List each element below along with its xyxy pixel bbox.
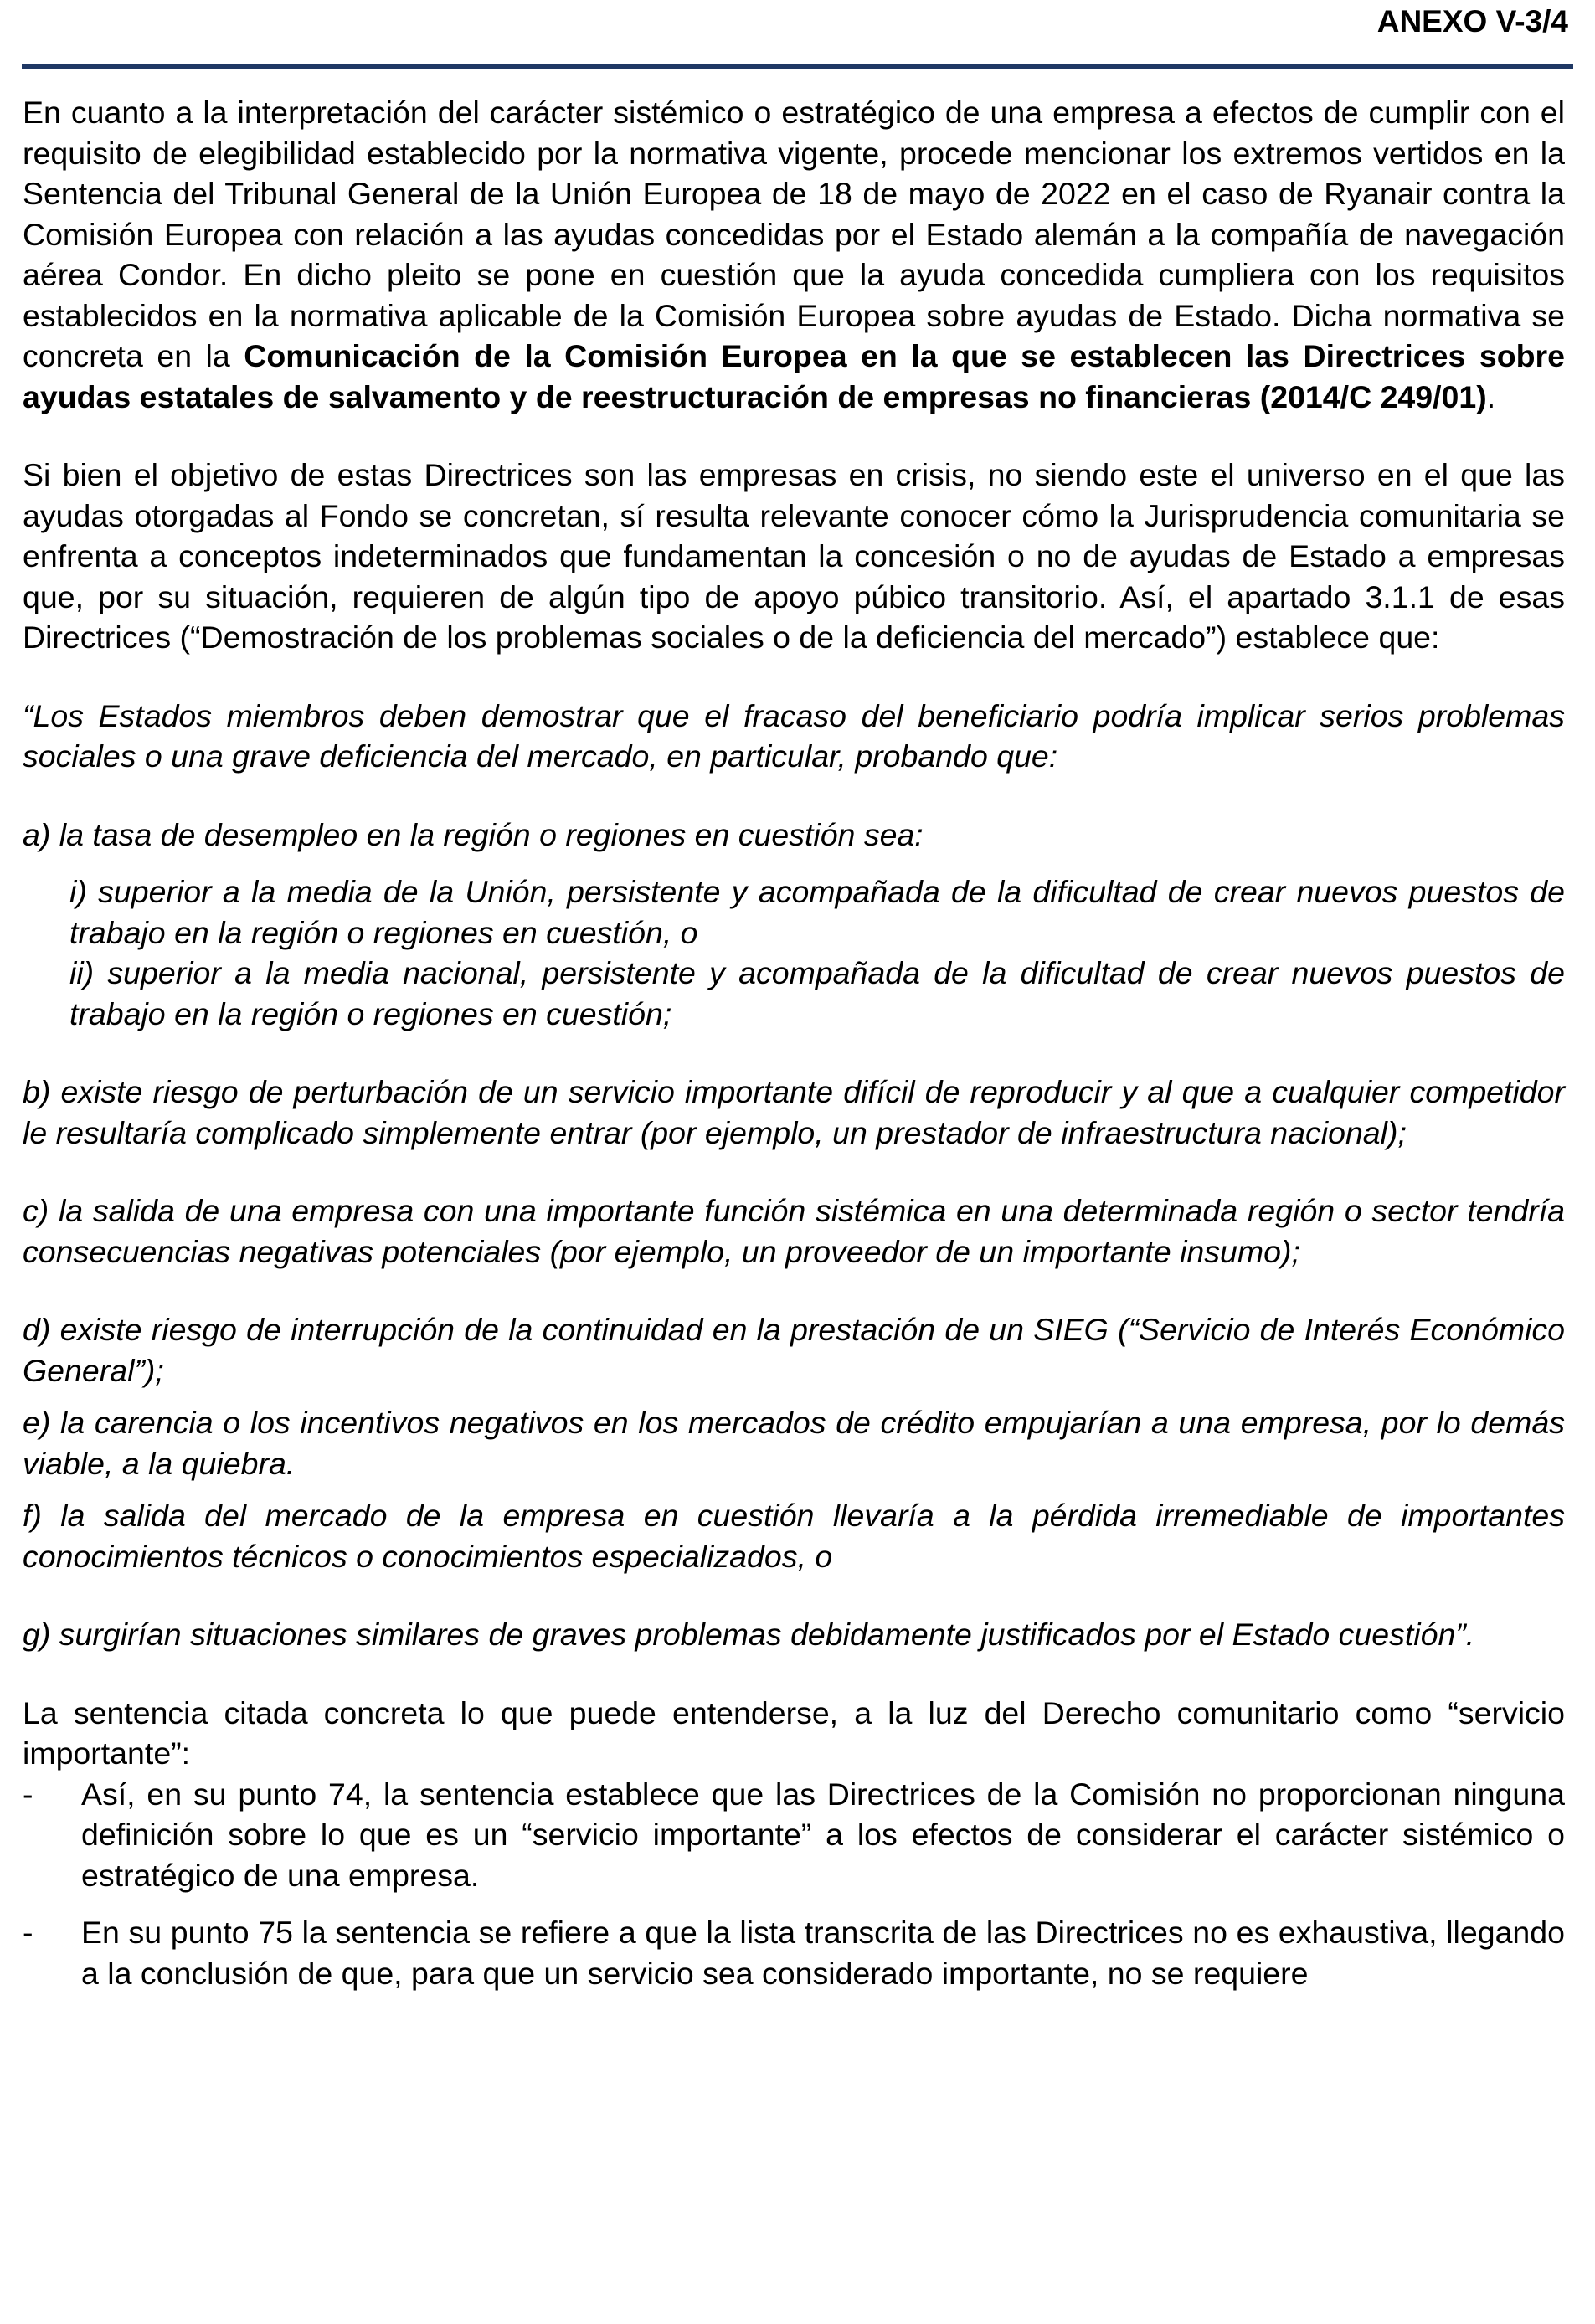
bullet-dash: - — [23, 1776, 33, 1812]
bullet-dash: - — [23, 1915, 33, 1950]
quote-item-a-i: i) superior a la media de la Unión, persistente y acompañada de la dificultad de crear nuevos puestos de trabajo en la región o regiones en cuestión, o — [69, 874, 1565, 950]
bullet-item — [23, 1774, 1565, 1896]
quote-intro: “Los Estados miembros deben demostrar que el fracaso del beneficiario podría implicar serios problemas sociales o una grave deficiencia del mercado, en particular, probando que: — [23, 697, 1565, 774]
paragraph-intro-end: . — [1486, 378, 1496, 414]
quote-item-e: e) la carencia o los incentivos negativos en los mercados de crédito empujarían a una empresa, por lo demás viable, a la quiebra. — [23, 1405, 1565, 1481]
quote-item-f: f) la salida del mercado de la empresa en cuestión llevaría a la pérdida irremediable de importantes conocimientos técnicos o conocimientos especializados, o — [23, 1498, 1565, 1574]
document-body — [23, 92, 1565, 1993]
paragraph-intro-bold: Comunicación de la Comisión Europea en la que se establecen las Directrices sobre ayudas estatales de salvamento y de reestructuración de empresas no financieras (2014/C 249/01) — [23, 338, 1565, 414]
bullet-text: Así, en su punto 74, la sentencia establece que las Directrices de la Comisión no proporcionan ninguna definición sobre lo que es un “servicio importante” a los efectos de considerar el carácter sistémico o estratégico de una empresa. — [81, 1776, 1565, 1893]
page-header-label: ANEXO V-3/4 — [1376, 4, 1568, 39]
quote-item-a-ii: ii) superior a la media nacional, persistente y acompañada de la dificultad de crear nuevos puestos de trabajo en la región o regiones en cuestión; — [69, 955, 1565, 1031]
bullet-list — [23, 1774, 1565, 1994]
header-rule — [22, 64, 1573, 69]
paragraph-intro — [23, 92, 1565, 417]
bullet-item — [23, 1912, 1565, 1993]
quoted-text — [23, 696, 1565, 1655]
paragraph-sentencia: La sentencia citada concreta lo que puede entenderse, a la luz del Derecho comunitario como “servicio importante”: — [23, 1694, 1565, 1771]
paragraph-intro-text: En cuanto a la interpretación del carácter sistémico o estratégico de una empresa a efectos de cumplir con el requisito de elegibilidad establecido por la normativa vigente, procede mencionar los extremos vertidos en la Sentencia del Tribunal General de la Unión Europea de 18 de mayo de 2022 en el caso de Ryanair contra la Comisión Europea con relación a las ayudas concedidas por el Estado alemán a la compañía de navegación aérea Condor. En dicho pleito se pone en cuestión que la ayuda concedida cumpliera con los requisitos establecidos en la normativa aplicable de la Comisión Europea sobre ayudas de Estado. Dicha normativa se concreta en la — [23, 95, 1565, 373]
quote-item-b: b) existe riesgo de perturbación de un servicio importante difícil de reproducir y al que a cualquier competidor le resultaría complicado simplemente entrar (por ejemplo, un prestador de infraestructura nacional); — [23, 1074, 1565, 1150]
bullet-text: En su punto 75 la sentencia se refiere a que la lista transcrita de las Directrices no es exhaustiva, llegando a la conclusión de que, para que un servicio sea considerado importante, no se requiere — [81, 1915, 1565, 1991]
quote-item-g: g) surgirían situaciones similares de graves problemas debidamente justificados por el Estado cuestión”. — [23, 1617, 1475, 1652]
quote-item-d: d) existe riesgo de interrupción de la continuidad en la prestación de un SIEG (“Servicio de Interés Económico General”); — [23, 1312, 1565, 1388]
quote-item-c: c) la salida de una empresa con una importante función sistémica en una determinada región o sector tendría consecuencias negativas potenciales (por ejemplo, un proveedor de un importante insumo); — [23, 1193, 1565, 1269]
quote-item-a: a) la tasa de desempleo en la región o regiones en cuestión sea: — [23, 816, 924, 852]
paragraph-directrices: Si bien el objetivo de estas Directrices son las empresas en crisis, no siendo este el universo en el que las ayudas otorgadas al Fondo se concretan, sí resulta relevante conocer cómo la Jurisprudencia comunitaria se enfrenta a conceptos indeterminados que fundamentan la concesión o no de ayudas de Estado a empresas que, por su situación, requieren de algún tipo de apoyo púbico transitorio. Así, el apartado 3.1.1 de esas Directrices (“Demostración de los problemas sociales o de la deficiencia del mercado”) establece que: — [23, 457, 1565, 655]
